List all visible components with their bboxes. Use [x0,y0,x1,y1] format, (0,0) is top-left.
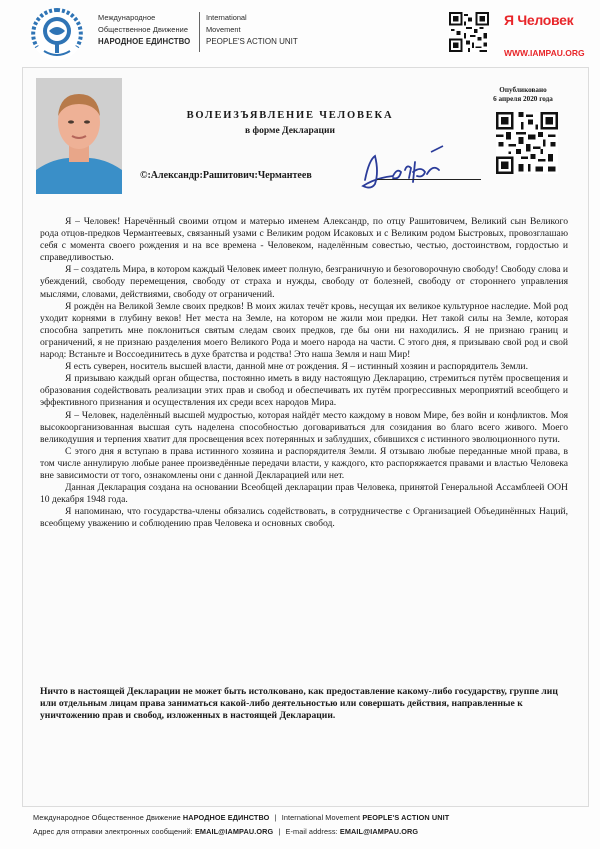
publication-info [476,86,570,104]
footer-separator: | [274,813,277,822]
page-header [0,0,600,64]
declaration-subtitle: в форме Декларации [245,126,335,136]
footer-email-label-ru: Адрес для отправки электронных сообщений: [33,827,193,836]
footer-org-en-name: PEOPLE'S ACTION UNIT [362,813,450,822]
org-name-en [206,12,336,48]
org-en-line1: International [206,13,247,22]
signature-line [377,179,481,180]
org-en-line3: PEOPLE'S ACTION UNIT [206,37,298,46]
portrait-image [36,78,122,194]
paragraph: С этого дня я вступаю в права истинного хозяина и распорядителя Земли. Я отзываю любые переданные мной права, в том числе аннулирую любые ранее произведённые передачи власти, у каждого, кто распоряжается правами и властью Человека вне зависимости от того, ознакомлены они с данной Декларацией или нет. [40,445,568,481]
signature-icon [335,142,485,194]
document-qr-code-icon [496,112,558,174]
brand-block [504,12,584,58]
published-label: Опубликовано [499,86,547,94]
paragraph: Я есть суверен, носитель высшей власти, данной мне от рождения. Я – истинный хозяин и распорядитель Земли. [65,361,528,373]
brand-name: Я Человек [504,12,574,28]
brand-url-link[interactable]: WWW.IAMPAU.ORG [504,48,585,58]
final-clause: Ничто в настоящей Декларации не может быть истолковано, как предоставление какому-либо государству, группе лиц или отдельным лицам права заниматься какой-либо деятельностью или совершать действия, направленные к уничтожению прав и свобод, изложенных в настоящей Декларации. [40,686,558,722]
footer-email-label-en: E-mail address: [285,827,338,836]
un-emblem-icon [30,7,84,61]
page-footer [33,811,573,839]
paragraph: Я напоминаю, что государства-члены обязались содействовать, в сотрудничестве с Организацией Объединённых Наций, всеобщему уважению и соблюдению прав Человека и основных свобод. [40,506,568,530]
declaration-title: ВОЛЕИЗЪЯВЛЕНИЕ ЧЕЛОВЕКА [186,110,394,121]
header-qr-code-icon [449,12,489,52]
declaration-text [40,216,568,530]
org-ru-line2: Общественное Движение [98,25,189,34]
paragraph: Я призываю каждый орган общества, постоянно иметь в виду настоящую Декларацию, стремиться путём просвещения и образования содействовать реализации этих прав и свобод и обеспечивать их путём прогрессивных мероприятий всеобщего и эффективного признания и осуществления их среди всех народов Мира. [40,373,568,409]
footer-org-ru-prefix: Международное Общественное Движение [33,813,181,822]
footer-org-ru-name: НАРОДНОЕ ЕДИНСТВО [182,813,270,822]
footer-email-ru-link[interactable]: EMAIL@IAMPAU.ORG [194,827,274,836]
paragraph: Данная Декларация создана на основании Всеобщей декларации прав Человека, принятой Генеральной Ассамблеей ООН 10 декабря 1948 года. [40,482,568,506]
paragraph: Я рождён на Великой Земле своих предков! В моих жилах течёт кровь, несущая их великое культурное наследие. Мой род уходит корнями в глубину веков! Нет места на Земле, на котором не жили мои предки. Нет такой силы на Земле, которая способна запретить мне поклониться святым следам своих предков, где бы они ни находились. Я не признаю границ и ограничений, я не признаю разделения моего Великого Рода и моего народа на части. С этого дня, я призываю свой род и свой народ: Встаньте и Воссоединитесь в духе братства и родства! Это наша Земля и наш Мир! [40,300,568,361]
footer-line2 [33,825,573,839]
paragraph: Я – Человек! Наречённый своими отцом и матерью именем Александр, по отцу Рашитовичем, Великий сын Великого рода отцов-предков Чермантеевых, связанный узами с Великим родом Исаковых и с Великим родом Быстровых, провозглашаю себя с момента своего рождения и на все времена - Человеком, наделённым совестью, честью, достоинством, гордостью и справедливостью. [40,216,568,264]
footer-email-en-link[interactable]: EMAIL@IAMPAU.ORG [339,827,419,836]
org-ru-line1: Международное [98,13,156,22]
paragraph: Я – Человек, наделённый высшей мудростью, которая найдёт место каждому в новом Мире, без войн и конфликтов. Моя высокоорганизованная высшая суть наделена способностью договариваться для созидания во благо всего живого. Моего великодушия и терпения хватит для просвещения всех потерянных и заблудших, сбившихся с истинного эволюционного пути. [40,409,568,445]
footer-org-en-prefix: International Movement [281,813,361,822]
org-name-ru [98,12,208,48]
header-divider [199,12,200,52]
footer-separator: | [278,827,281,836]
org-ru-line3: НАРОДНОЕ ЕДИНСТВО [98,37,191,46]
published-date: 6 апреля 2020 года [493,95,553,103]
paragraph: Я – создатель Мира, в котором каждый Человек имеет полную, безграничную и безоговорочную свободу! Свободу слова и убеждений, свободу перемещения, свободу от страха и нужды, свободу от болезней, свободу от стороннего управления мыслями, словами, действиями, свободу от ограничений. [40,264,569,300]
author-name: ©:Александр:Рашитович:Чермантеев [140,170,312,181]
footer-line1 [33,811,573,825]
org-en-line2: Movement [206,25,241,34]
author-photo [36,78,122,194]
